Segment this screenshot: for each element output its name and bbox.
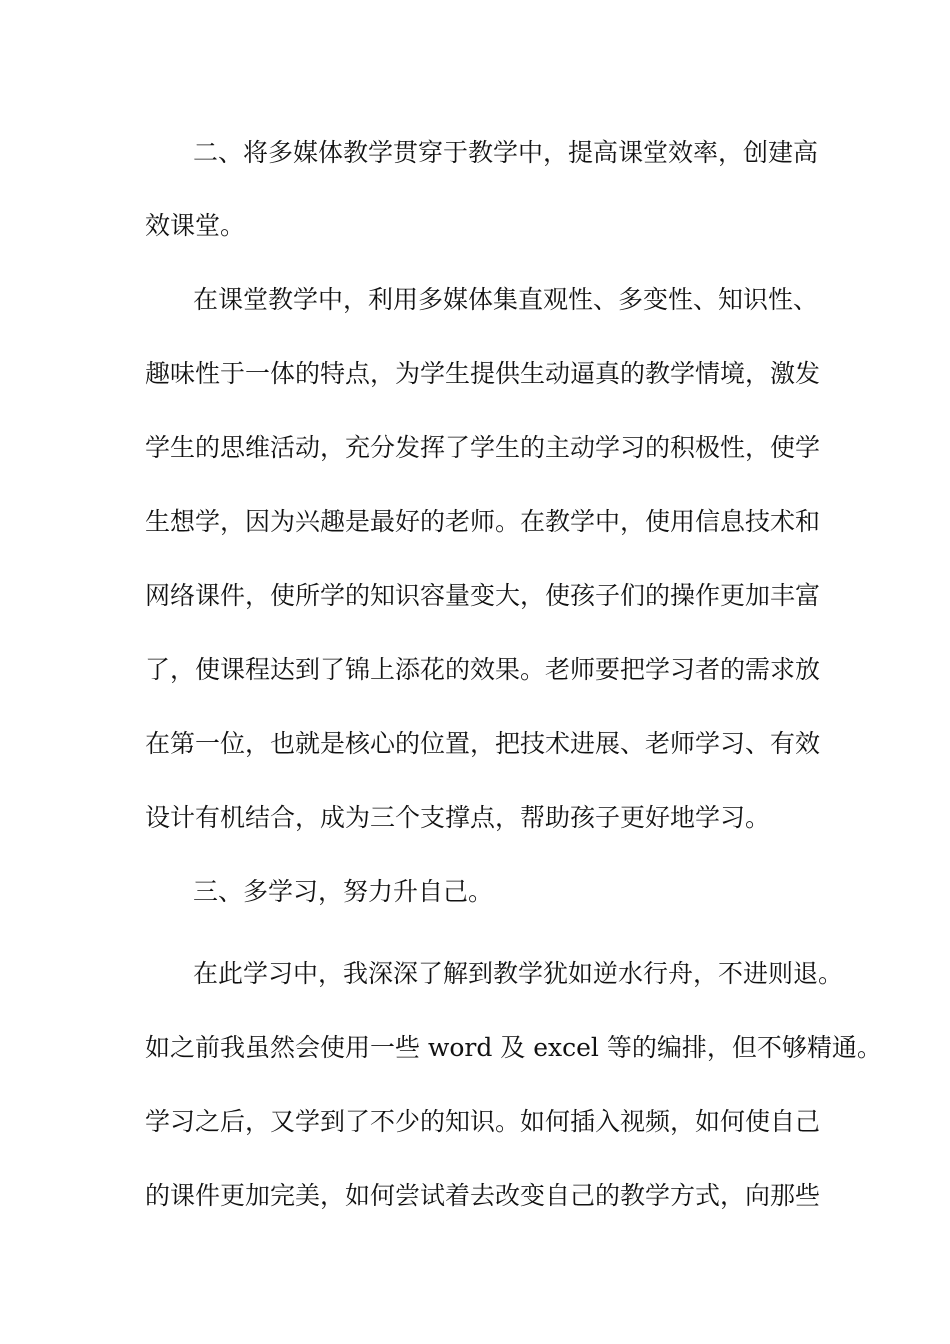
- paragraph-line: 生想学，因为兴趣是最好的老师。在教学中，使用信息技术和: [145, 507, 821, 536]
- paragraph-line: 学习之后，又学到了不少的知识。如何插入视频，如何使自己: [145, 1107, 821, 1136]
- heading-section-two-line-2: 效课堂。: [145, 211, 246, 240]
- heading-section-two-line-1: 二、将多媒体教学贯穿于教学中，提高课堂效率，创建高: [193, 138, 819, 167]
- paragraph-line: 设计有机结合，成为三个支撑点，帮助孩子更好地学习。: [145, 803, 771, 832]
- paragraph-line: 网络课件，使所学的知识容量变大，使孩子们的操作更加丰富: [145, 581, 821, 610]
- paragraph-line: 的课件更加完美，如何尝试着去改变自己的教学方式，向那些: [145, 1181, 821, 1210]
- paragraph-line: 了，使课程达到了锦上添花的效果。老师要把学习者的需求放: [145, 655, 821, 684]
- paragraph-line: 在第一位，也就是核心的位置，把技术进展、老师学习、有效: [145, 729, 821, 758]
- heading-section-three: 三、多学习，努力升自己。: [193, 877, 494, 906]
- paragraph-line: 如之前我虽然会使用一些 word 及 excel 等的编排，但不够精通。: [145, 1033, 882, 1062]
- paragraph-line: 学生的思维活动，充分发挥了学生的主动学习的积极性，使学: [145, 433, 821, 462]
- paragraph-line: 趣味性于一体的特点，为学生提供生动逼真的教学情境，激发: [145, 359, 821, 388]
- paragraph-line: 在课堂教学中，利用多媒体集直观性、多变性、知识性、: [193, 285, 819, 314]
- paragraph-line: 在此学习中，我深深了解到教学犹如逆水行舟，不进则退。: [193, 959, 844, 988]
